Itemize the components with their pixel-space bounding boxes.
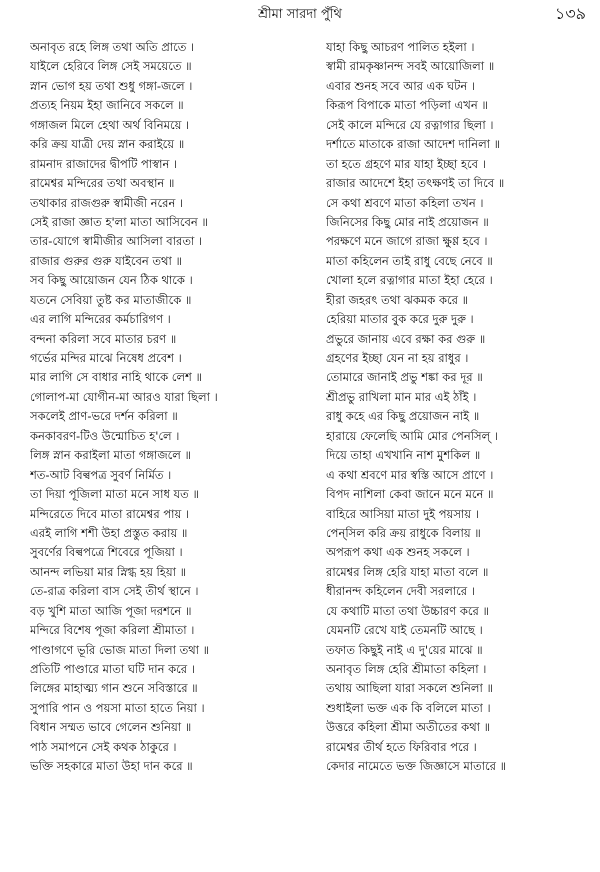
verse-line: বন্দনা করিলা সবে মাতার চরণ ॥ — [30, 331, 177, 346]
verse-line: রামেশ্বর তীর্থ হতে ফিরিবার পরে । — [326, 739, 477, 754]
verse-line: গর্ভের মন্দির মাঝে নিষেধ প্রবেশ । — [30, 351, 182, 365]
verse-line: রাধু কহে এর কিছু প্রয়োজন নাই ॥ — [326, 409, 480, 424]
verse-line: মন্দিরেতে দিবে মাতা রামেশ্বর পায় । — [30, 506, 190, 521]
verse-line: বড় খুশি মাতা আজি পূজা দরশনে ॥ — [30, 603, 192, 618]
verse-line: মাতা কহিলেন তাই রাধু বেছে নেবে ॥ — [326, 253, 493, 268]
verse-line: অপরূপ কথা এক শুনহ সকলে । — [326, 545, 470, 560]
verse-line: জিনিসের কিছু মোর নাই প্রয়োজন ॥ — [326, 214, 489, 229]
verse-line: হেরিয়া মাতার বুক করে দুরু দুরু । — [326, 312, 474, 327]
verse-line: এবার শুনহ সবে আর এক ঘটন । — [326, 78, 476, 93]
verse-line: বিধান সম্মত ভাবে গেলেন শুনিয়া ॥ — [30, 720, 192, 735]
verse-line: সকলেই প্রাণ-ভরে দর্শন করিলা ॥ — [30, 409, 178, 424]
verse-line: হারায়ে ফেলেছি আমি মোর পেনসিল্‌ । — [326, 428, 498, 443]
verse-line: রামেশ্বর মন্দিরের তথা অবস্থান ॥ — [30, 176, 175, 191]
verse-line: এরই লাগি শশী উহা প্রস্তুত করায় ॥ — [30, 525, 188, 540]
verse-line: শত-আট বিল্বপত্র সুবর্ণ নির্মিত । — [30, 467, 172, 482]
verse-line: করি ক্রয় যাত্রী দেয় স্নান করাইয়ে ॥ — [30, 137, 185, 152]
verse-line: তার-যোগে স্বামীজীর আসিলা বারতা । — [30, 234, 203, 249]
verse-line: প্রত্যহ নিয়ম ইহা জানিবে সকলে ॥ — [30, 98, 184, 113]
verse-line: উত্তরে কহিলা শ্রীমা অতীতের কথা ॥ — [326, 720, 491, 735]
verse-line: খোলা হলে রত্নাগার মাতা ইহা হেরে । — [326, 273, 493, 288]
running-head-title: শ্রীমা সারদা পুঁথি — [258, 7, 342, 22]
verse-line: গ্রহণের ইচ্ছা যেন না হয় রাধুর । — [326, 351, 469, 365]
verse-line: কেদার নামেতে ভক্ত জিজ্ঞাসে মাতারে ॥ — [326, 759, 507, 774]
verse-line: সে কথা শ্রবণে মাতা কহিলা তখন । — [326, 195, 484, 210]
verse-line: তফাত কিছুই নাই এ দু'য়ের মাঝে ॥ — [326, 642, 483, 657]
verse-line: রামনাদ রাজাদের দ্বীপটি পাস্বান । — [30, 156, 178, 171]
verse-line: স্নান ভোগ হয় তথা শুধু গঙ্গা-জলে । — [30, 78, 193, 93]
verse-line: তে-রাত্র করিলা বাস সেই তীর্থ স্থানে । — [30, 584, 199, 599]
verse-line: লিঙ্গের মাহাত্ম্য গান শুনে সবিস্তারে ॥ — [30, 681, 198, 696]
verse-line: ধীরানন্দ কহিলেন দেবী সরলারে । — [326, 584, 475, 599]
verse-line: পেন্‌সিল করি ক্রয় রাধুকে বিলায় ॥ — [326, 525, 481, 540]
verse-line: মন্দিরে বিশেষ পূজা করিলা শ্রীমাতা । — [30, 623, 195, 638]
verse-line: সেই রাজা জ্ঞাত হ'লা মাতা আসিবেন ॥ — [30, 214, 208, 229]
verse-line: হীরা জহরৎ তথা ঝকমক করে ॥ — [326, 292, 469, 307]
verse-line: অনাবৃত লিঙ্গ হেরি শ্রীমাতা কহিলা । — [326, 662, 487, 676]
verse-line: তা দিয়া পূজিলা মাতা মনে সাধ যত ॥ — [30, 487, 199, 502]
verse-line: দিয়ে তাহা এখখানি নাশ মুশকিল ॥ — [326, 448, 481, 463]
verse-line: যতনে সেবিয়া তুষ্ট কর মাতাজীকে ॥ — [30, 292, 192, 307]
verse-line: বাহিরে আসিয়া মাতা দুই পয়সায় । — [326, 506, 479, 521]
verse-line: গোলাপ-মা যোগীন-মা আরও যারা ছিলা । — [30, 389, 218, 404]
verse-line: কনকাবরণ-টিও উন্মোচিত হ'লে । — [30, 428, 180, 443]
verse-line: এর লাগি মন্দিরের কর্মচারিগণ । — [30, 312, 171, 327]
verse-line: পাণ্ডাগণে ভূরি ভোজ মাতা দিলা তথা ॥ — [30, 642, 210, 657]
verse-line: যেমনটি রেখে যাই তেমনটি আছে । — [326, 623, 483, 638]
verse-line: অনাবৃত রহে লিঙ্গ তথা অতি প্রাতে । — [30, 40, 195, 54]
right-verse-column — [326, 38, 590, 777]
verse-line: রাজার আদেশে ইহা তৎক্ষণই তা দিবে ॥ — [326, 176, 505, 191]
verse-line: সব কিছু আয়োজন যেন ঠিক থাকে । — [30, 273, 193, 288]
verse-line: রাজার গুরুর গুরু যাইবেন তথা ॥ — [30, 253, 183, 268]
verse-line: প্রতিটি পাণ্ডারে মাতা ঘটি দান করে । — [30, 662, 195, 676]
verse-line: সেই কালে মন্দিরে যে রত্নাগার ছিলা । — [326, 117, 494, 132]
verse-line: সুবর্ণের বিল্বপত্রে শিবেরে পূজিয়া । — [30, 545, 183, 560]
verse-line: রামেশ্বর লিঙ্গ হেরি যাহা মাতা বলে ॥ — [326, 564, 489, 579]
verse-line: শুধাইলা ভক্ত এক কি বলিলে মাতা । — [326, 700, 491, 715]
verse-line: যে কথাটি মাতা তথা উচ্চারণ করে ॥ — [326, 603, 489, 618]
verse-line: কিরূপ বিপাকে মাতা পড়িলা এখন ॥ — [326, 98, 488, 113]
verse-line: দর্শাতে মাতাকে রাজা আদেশ দানিলা ॥ — [326, 137, 501, 152]
verse-line: লিঙ্গ স্নান করাইলা মাতা গঙ্গাজলে ॥ — [30, 448, 192, 463]
verse-line: তথায় আছিলা যারা সকলে শুনিলা ॥ — [326, 681, 493, 696]
verse-line: মার লাগি সে বাধার নাহি থাকে লেশ ॥ — [30, 370, 202, 385]
verse-line: এ কথা শ্রবণে মার স্বস্তি আসে প্রাণে । — [326, 467, 494, 482]
verse-line: যাইলে হেরিবে লিঙ্গ সেই সময়েতে ॥ — [30, 59, 192, 74]
verse-line: তথাকার রাজগুরু স্বামীজী নরেন । — [30, 195, 184, 210]
verse-line: প্রভুরে জানায় এবে রক্ষা কর গুরু ॥ — [326, 331, 486, 346]
verse-line: পাঠ সমাপনে সেই কথক ঠাকুরে । — [30, 739, 177, 754]
verse-line: আনন্দ লভিয়া মার স্নিগ্ধ হয় হিয়া ॥ — [30, 564, 187, 579]
verse-line: স্বামী রামকৃষ্ণানন্দ সবই আয়োজিলা ॥ — [326, 59, 495, 74]
verse-line: সুপারি পান ও পয়সা মাতা হাতে নিয়া । — [30, 700, 205, 715]
verse-line: গঙ্গাজল মিলে হেথা অর্থ বিনিময়ে । — [30, 117, 190, 132]
verse-line: পরক্ষণে মনে জাগে রাজা ক্ষুণ্ণ হবে । — [326, 234, 488, 249]
verse-line: তা হতে গ্রহণে মার যাহা ইচ্ছা হবে । — [326, 156, 486, 171]
verse-line: যাহা কিছু আচরণ পালিত হইলা । — [326, 40, 475, 54]
verse-line: ভক্তি সহকারে মাতা উহা দান করে ॥ — [30, 759, 193, 774]
verse-line: বিপদ নাশিলা কেবা জানে মনে মনে ॥ — [326, 487, 494, 502]
left-verse-column — [30, 38, 298, 777]
page-number: ১৩৯ — [554, 4, 586, 23]
verse-line: তোমারে জানাই প্রভু শঙ্কা কর দূর ॥ — [326, 370, 483, 385]
verse-line: শ্রীপ্রভু রাখিলা মান মার এই ঠাঁই । — [326, 389, 477, 404]
